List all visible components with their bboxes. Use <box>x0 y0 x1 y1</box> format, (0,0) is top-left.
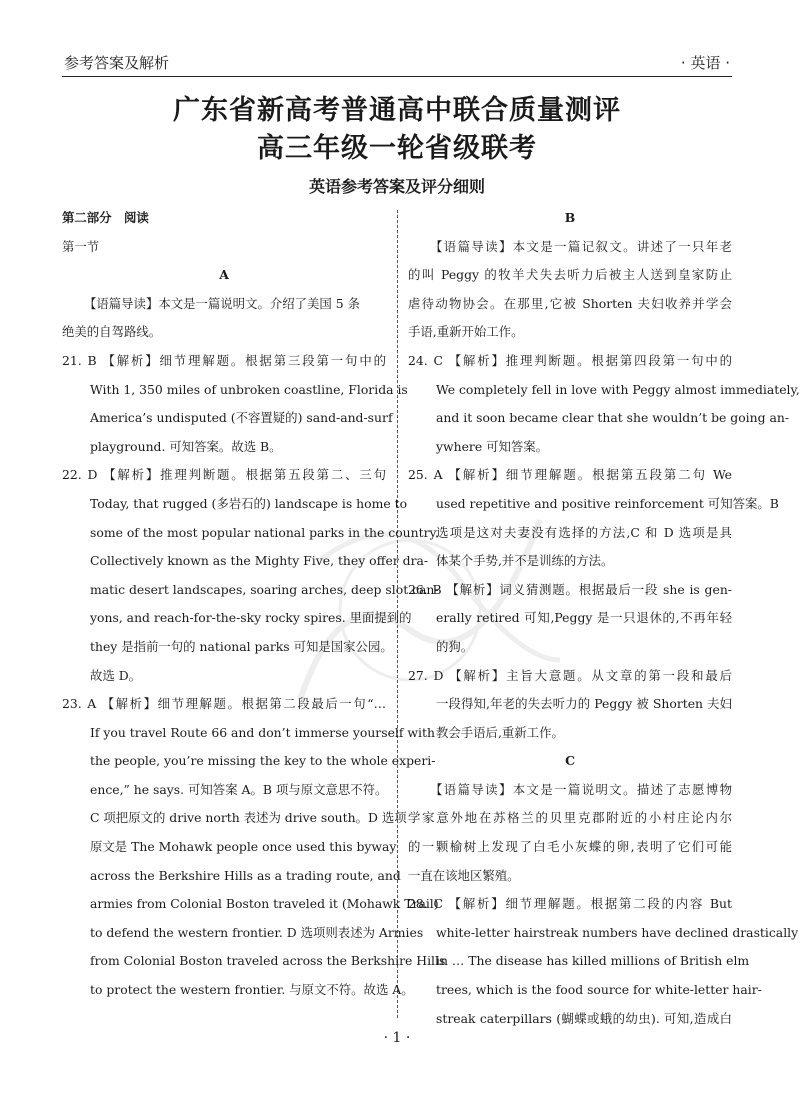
left-column-line: 22. D 【解析】推理判断题。根据第五段第二、三句 <box>62 467 386 483</box>
left-column <box>62 204 446 1005</box>
left-column-line: ence,” he says. 可知答案 A。B 项与原文意思不符。 <box>90 781 388 797</box>
right-column-line: 27. D 【解析】主旨大意题。从文章的第一段和最后 <box>408 667 732 683</box>
left-column-line: some of the most popular national parks in the country. <box>90 524 439 540</box>
left-column-line: 第一节 <box>62 238 100 254</box>
page-header <box>62 46 732 77</box>
left-column-line: from Colonial Boston traveled across the Berkshire Hills <box>90 953 446 969</box>
right-column-line: 【语篇导读】本文是一篇说明文。描述了志愿博物 <box>430 781 732 797</box>
right-column-line: used repetitive and positive reinforcement 可知答案。B <box>436 495 779 511</box>
right-column-line: C <box>565 753 575 769</box>
right-column-line: 学家意外地在苏格兰的贝里克郡附近的小村庄论内尔 <box>408 810 732 826</box>
right-column-line: 25. A 【解析】细节理解题。根据第五段第二句 We <box>408 467 732 483</box>
left-column-line: Collectively known as the Mighty Five, they offer dra- <box>90 553 429 569</box>
right-column-line: 的狗。 <box>436 638 474 654</box>
right-column-line: 26. B 【解析】词义猜测题。根据最后一段 she is gen- <box>408 581 732 597</box>
left-column-line: to protect the western frontier. 与原文不符。故选 A。 <box>90 982 414 998</box>
left-column-line: 第二部分 阅读 <box>62 210 149 225</box>
right-column-line: trees, which is the food source for white-letter hair- <box>436 982 762 998</box>
left-column-line: matic desert landscapes, soaring arches, deep slot can- <box>90 581 439 597</box>
left-column-line: 23. A 【解析】细节理解题。根据第二段最后一句“… <box>62 696 386 712</box>
left-column-line: to defend the western frontier. D 选项则表述为 Armies <box>90 924 424 940</box>
right-column-line: and it soon became clear that she wouldn’t be going an- <box>436 410 790 426</box>
right-column-line: in … The disease has killed millions of British elm <box>436 953 750 969</box>
left-column-line: C 项把原文的 drive north 表述为 drive south。D 选项 <box>90 810 407 826</box>
left-column-line: America’s undisputed (不容置疑的) sand-and-surf <box>90 410 393 426</box>
header-subject-label: · 英语 · <box>680 54 730 72</box>
exam-subtitle: 高三年级一轮省级联考 <box>257 133 537 164</box>
right-column-line: 的一颗榆树上发现了白毛小灰蝶的卵,表明了它们可能 <box>408 839 732 855</box>
right-column-line: 的叫 Peggy 的牧羊犬失去听力后被主人送到皇家防止 <box>408 267 732 283</box>
left-column-line: yons, and reach-for-the-sky rocky spires. 里面提到的 <box>90 610 412 626</box>
left-column-line: they 是指前一句的 national parks 可知是国家公园。 <box>90 638 393 654</box>
left-column-line: A <box>219 267 229 283</box>
header-left-label: 参考答案及解析 <box>64 54 170 72</box>
exam-title: 广东省新高考普通高中联合质量测评 <box>173 95 621 126</box>
right-column-line: streak caterpillars (蝴蝶或蛾的幼虫). 可知,造成白 <box>436 1010 732 1026</box>
right-column-line: B <box>564 210 576 225</box>
page-number: · 1 · <box>383 1030 411 1046</box>
right-column-line: erally retired 可知,Peggy 是一只退休的,不再年轻 <box>436 610 732 626</box>
left-column-line: armies from Colonial Boston traveled it (Mohawk Trail) <box>90 896 439 912</box>
left-column-line: With 1, 350 miles of unbroken coastline, Florida is <box>90 381 408 397</box>
left-column-line: 绝美的自驾路线。 <box>62 324 162 340</box>
left-column-line: across the Berkshire Hills as a trading route, and <box>90 867 401 883</box>
title-block <box>0 92 794 197</box>
left-column-line: If you travel Route 66 and don’t immerse yourself with <box>90 724 435 740</box>
left-column-line: 21. B 【解析】细节理解题。根据第三段第一句中的 <box>62 352 386 368</box>
left-column-line: 故选 D。 <box>90 667 142 683</box>
right-column-line: 手语,重新开始工作。 <box>408 324 524 340</box>
left-column-line: the people, you’re missing the key to the whole experi- <box>90 753 436 769</box>
right-column-line: ywhere 可知答案。 <box>436 438 549 454</box>
right-column-line: 教会手语后,重新工作。 <box>436 724 564 740</box>
right-column-line: 选项是这对夫妻没有选择的方法,C 和 D 选项是具 <box>436 524 732 540</box>
answer-key-title: 英语参考答案及评分细则 <box>308 177 485 196</box>
left-column-line: Today, that rugged (多岩石的) landscape is home to <box>90 495 408 511</box>
right-column-line: white-letter hairstreak numbers have declined drastically <box>436 924 799 940</box>
right-column-line: 28. C 【解析】细节理解题。根据第二段的内容 But <box>408 896 732 912</box>
right-column-line: 一直在该地区繁殖。 <box>408 867 520 883</box>
right-column-line: 24. C 【解析】推理判断题。根据第四段第一句中的 <box>408 352 732 368</box>
right-column-line: 【语篇导读】本文是一篇记叙文。讲述了一只年老 <box>430 238 732 254</box>
right-column <box>408 204 800 1033</box>
left-column-line: 【语篇导读】本文是一篇说明文。介绍了美国 5 条 <box>84 295 360 311</box>
right-column-line: We completely fell in love with Peggy almost immediately, <box>436 381 800 397</box>
right-column-line: 虐待动物协会。在那里,它被 Shorten 夫妇收养并学会 <box>408 295 732 311</box>
right-column-line: 一段得知,年老的失去听力的 Peggy 被 Shorten 夫妇 <box>436 696 732 712</box>
right-column-line: 体某个手势,并不是训练的方法。 <box>436 553 614 569</box>
left-column-line: playground. 可知答案。故选 B。 <box>90 438 282 454</box>
left-column-line: 原文是 The Mohawk people once used this byway <box>90 839 397 855</box>
